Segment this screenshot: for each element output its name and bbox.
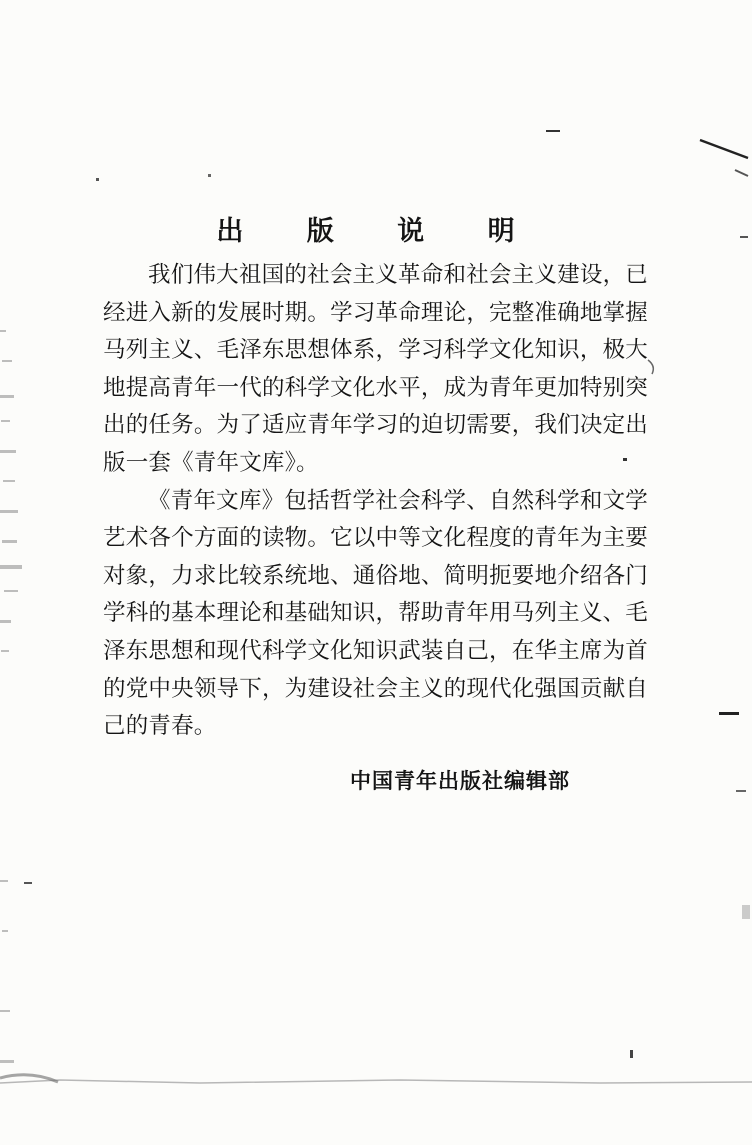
publisher-signature: 中国青年出版社编辑部 [350,769,570,793]
page-title: 出 版 说 明 [216,216,542,247]
paragraph-1: 我们伟大祖国的社会主义革命和社会主义建设，已经进入新的发展时期。学习革命理论，完整准确地掌握马列主义、毛泽东思想体系，学习科学文化知识，极大地提高青年一代的科学文化水平，成为青年更加特别突出的任务。为了适应青年学习的迫切需要，我们决定出版一套《青年文库》。 [103,262,648,476]
document-body [103,257,648,746]
paragraph-2: 《青年文库》包括哲学社会科学、自然科学和文学艺术各个方面的读物。它以中等文化程度的青年为主要对象，力求比较系统地、通俗地、简明扼要地介绍各门学科的基本理论和基础知识，帮助青年用马列主义、毛泽东思想和现代科学文化知识武装自己，在华主席为首的党中央领导下，为建设社会主义的现代化强国贡献自己的青春。 [103,487,648,740]
